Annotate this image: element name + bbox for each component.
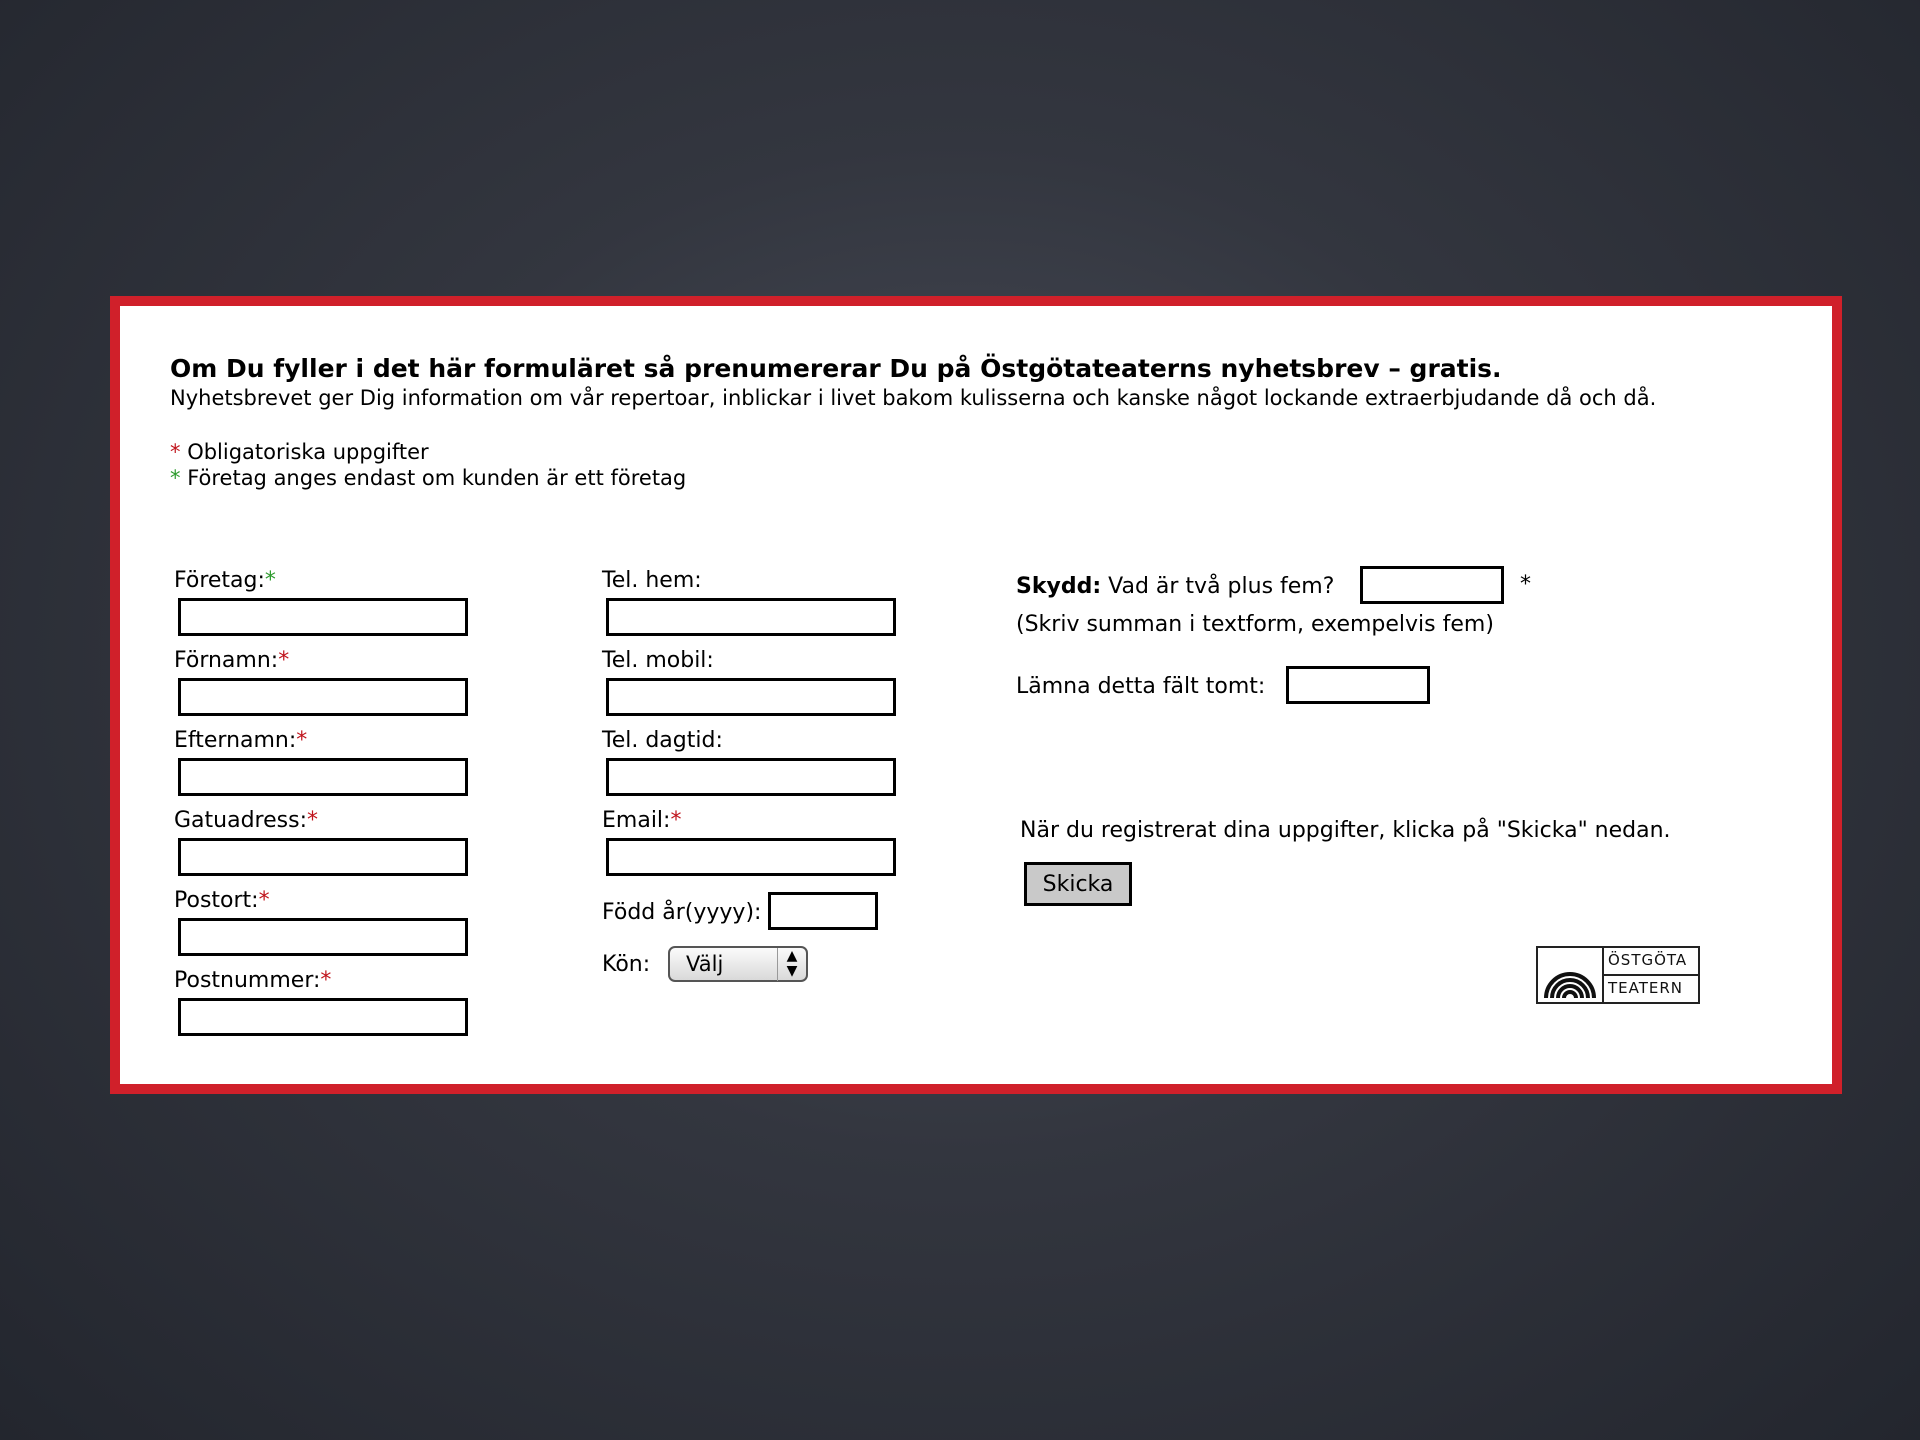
submit-button[interactable]: Skicka <box>1024 862 1132 906</box>
last-name-label-star: * <box>296 728 308 753</box>
last-name-label <box>174 728 307 753</box>
newsletter-form-panel <box>110 296 1842 1094</box>
theatre-arch-icon <box>1542 952 1598 1000</box>
tel-mobile-input[interactable] <box>606 678 896 716</box>
postal-code-label <box>174 968 331 993</box>
street-label <box>174 808 318 833</box>
birth-year-input[interactable] <box>768 892 878 930</box>
city-input[interactable] <box>178 918 468 956</box>
tel-home-label: Tel. hem: <box>602 568 702 593</box>
postal-code-input[interactable] <box>178 998 468 1036</box>
tel-day-label: Tel. dagtid: <box>602 728 723 753</box>
form-description: Nyhetsbrevet ger Dig information om vår repertoar, inblickar i livet bakom kulisserna och kanske något lockande extraerbjudande då och då. <box>170 386 1657 410</box>
gender-label: Kön: <box>602 952 651 977</box>
birth-year-label: Född år(yyyy): <box>602 900 762 925</box>
protection-question <box>1016 574 1334 599</box>
first-name-label-star: * <box>278 648 290 673</box>
protection-hint: (Skriv summan i textform, exempelvis fem) <box>1016 612 1494 637</box>
form-heading: Om Du fyller i det här formuläret så prenumererar Du på Östgötateaterns nyhetsbrev – gratis. <box>170 354 1502 383</box>
tel-mobile-label: Tel. mobil: <box>602 648 714 673</box>
postal-code-label-text: Postnummer: <box>174 968 321 993</box>
first-name-input[interactable] <box>178 678 468 716</box>
first-name-label-text: Förnamn: <box>174 648 279 673</box>
protection-answer-input[interactable] <box>1360 566 1504 604</box>
company-label-text: Företag: <box>174 568 265 593</box>
protection-question-text: Vad är två plus fem? <box>1108 574 1335 599</box>
city-label <box>174 888 270 913</box>
email-label-text: Email: <box>602 808 671 833</box>
logo-text-line2: TEATERN <box>1608 979 1684 997</box>
first-name-label <box>174 648 289 673</box>
required-note-text: Obligatoriska uppgifter <box>187 440 429 464</box>
last-name-label-text: Efternamn: <box>174 728 297 753</box>
city-label-star: * <box>258 888 270 913</box>
last-name-input[interactable] <box>178 758 468 796</box>
street-label-star: * <box>306 808 318 833</box>
tel-home-input[interactable] <box>606 598 896 636</box>
protection-star: * <box>1520 572 1531 597</box>
postal-code-label-star: * <box>320 968 332 993</box>
protection-bold-label: Skydd: <box>1016 574 1102 599</box>
street-label-text: Gatuadress: <box>174 808 307 833</box>
honeypot-input[interactable] <box>1286 666 1430 704</box>
email-label <box>602 808 681 833</box>
required-note <box>170 440 429 464</box>
select-arrows-icon: ▲ ▼ <box>777 948 806 981</box>
ostgota-teatern-logo <box>1536 946 1700 1004</box>
logo-text-line1: ÖSTGÖTA <box>1608 951 1688 969</box>
email-input[interactable] <box>606 838 896 876</box>
company-note-text: Företag anges endast om kunden är ett företag <box>187 466 687 490</box>
company-label <box>174 568 276 593</box>
street-input[interactable] <box>178 838 468 876</box>
company-input[interactable] <box>178 598 468 636</box>
logo-hline <box>1602 974 1698 976</box>
company-label-star: * <box>264 568 276 593</box>
required-star: * <box>170 440 181 464</box>
gender-select[interactable] <box>668 946 808 982</box>
tel-day-input[interactable] <box>606 758 896 796</box>
gender-select-value: Välj <box>686 952 724 976</box>
email-label-star: * <box>670 808 682 833</box>
city-label-text: Postort: <box>174 888 259 913</box>
company-note <box>170 466 686 490</box>
company-star: * <box>170 466 181 490</box>
honeypot-label: Lämna detta fält tomt: <box>1016 674 1266 699</box>
submit-instruction: När du registrerat dina uppgifter, klicka på "Skicka" nedan. <box>1020 818 1671 843</box>
